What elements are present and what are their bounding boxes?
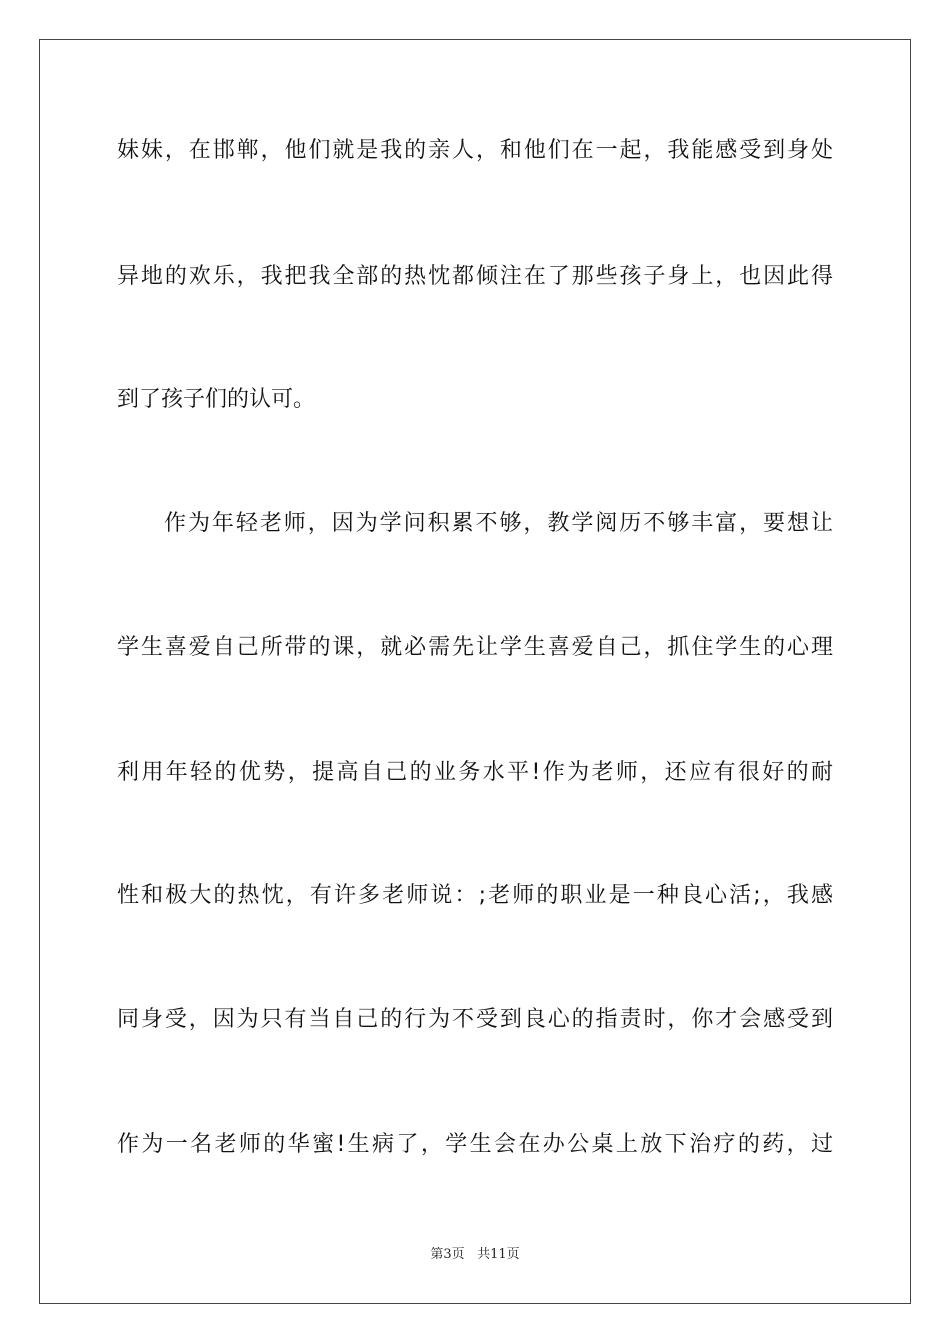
page-total: 共11页 <box>477 1247 520 1262</box>
body-text-line: 同身受，因为只有当自己的行为不受到良心的指责时，你才会感受到 <box>117 1007 833 1032</box>
body-text-line: 利用年轻的优势，提高自己的业务水平!作为老师，还应有很好的耐 <box>117 760 833 785</box>
body-text-line: 妹妹，在邯郸，他们就是我的亲人，和他们在一起，我能感受到身处 <box>117 138 833 163</box>
body-text-line: 学生喜爱自己所带的课，就必需先让学生喜爱自己，抓住学生的心理 <box>117 635 833 660</box>
body-text-line: 到了孩子们的认可。 <box>117 387 316 412</box>
body-text-line: 异地的欢乐，我把我全部的热忱都倾注在了那些孩子身上，也因此得 <box>117 264 833 289</box>
paragraph-first-line: 作为年轻老师，因为学问积累不够，教学阅历不够丰富，要想让 <box>164 511 833 536</box>
page-number: 第3页 <box>430 1247 465 1262</box>
body-text-line: 作为一名老师的华蜜!生病了，学生会在办公桌上放下治疗的药，过 <box>117 1132 833 1157</box>
body-text-line: 性和极大的热忱，有许多老师说：;老师的职业是一种良心活;，我感 <box>117 883 833 908</box>
page-border <box>39 39 911 1304</box>
page-footer <box>0 1246 950 1264</box>
